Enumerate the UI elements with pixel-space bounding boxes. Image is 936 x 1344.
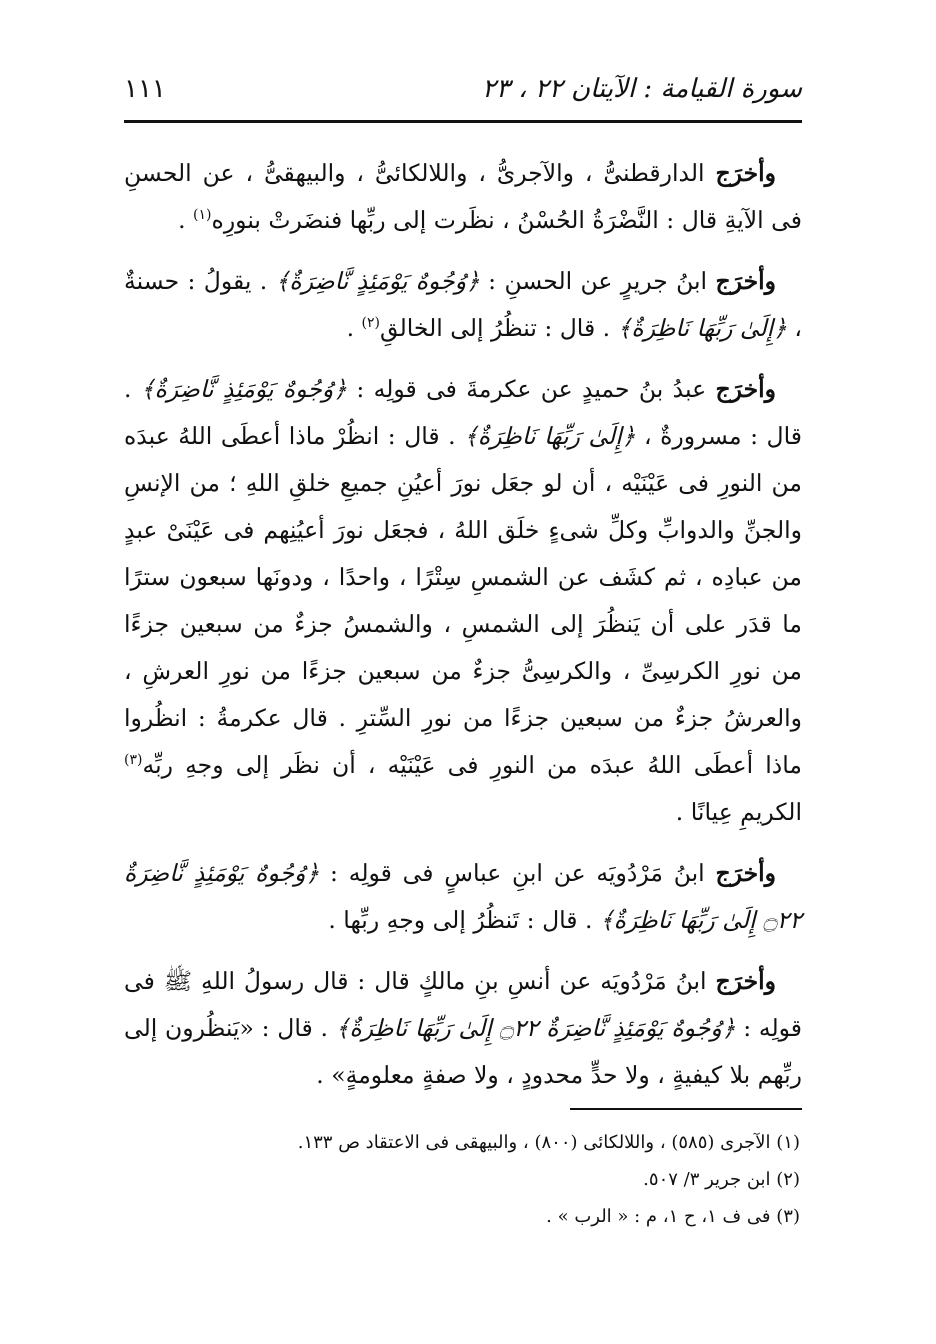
quran-verse: ﴿إِلَىٰ رَبِّهَا نَاظِرَةٌ﴾ <box>464 422 636 450</box>
paragraph-1 <box>124 150 802 244</box>
quran-verse: ﴿وُجُوهٌ يَوْمَئِذٍ نَّاضِرَةٌ ۝٢٢ إِلَىٰ رَبِّهَا نَاظِرَةٌ﴾ <box>124 859 802 934</box>
paragraph-lead-word: وأخرَج <box>715 859 776 887</box>
quran-verse: ﴿إِلَىٰ رَبِّهَا نَاظِرَةٌ﴾ <box>617 314 787 342</box>
paragraph-5 <box>124 958 802 1099</box>
footnotes <box>124 1124 802 1235</box>
paragraph-lead-word: وأخرَج <box>715 375 776 403</box>
footnote-3: (٣) فى ف ١، ح ١، م : « الرب » . <box>546 1206 800 1227</box>
footnote-divider <box>570 1108 802 1110</box>
paragraph-tail: الكريمِ عِيانًا . <box>675 798 802 826</box>
quran-verse: ﴿وُجُوهٌ يَوْمَئِذٍ نَّاضِرَةٌ ۝٢٢ إِلَىٰ رَبِّهَا نَاظِرَةٌ﴾ <box>335 1014 736 1042</box>
footnote-1: (١) الآجرى (٥٨٥) ، واللالكائى (٨٠٠) ، والبيهقى فى الاعتقاد ص ١٣٣. <box>297 1132 800 1153</box>
paragraph-tail: . <box>178 206 194 234</box>
paragraph-tail: . <box>346 314 362 342</box>
paragraph-text: . قال : «يَنظُرون إلى ربِّهم بلا كيفيةٍ ، ولا حدٍّ محدودٍ ، ولا صفةٍ معلومةٍ» . <box>124 1014 802 1089</box>
footnote-reference[interactable]: (٣) <box>124 752 143 769</box>
quran-verse: ﴿وُجُوهٌ يَوْمَئِذٍ نَّاضِرَةٌ﴾ <box>140 375 347 403</box>
paragraph-lead-word: وأخرَج <box>715 967 776 995</box>
paragraph-2 <box>124 258 802 352</box>
paragraph-3 <box>124 366 802 836</box>
paragraph-lead-word: وأخرَج <box>715 159 776 187</box>
footnote-2: (٢) ابن جرير ٣/ ٥٠٧. <box>643 1169 800 1190</box>
paragraph-4 <box>124 850 802 944</box>
quran-verse: ﴿وُجُوهٌ يَوْمَئِذٍ نَّاضِرَةٌ﴾ <box>275 267 480 295</box>
paragraph-text: . يقولُ : حسنةٌ ، <box>124 267 802 342</box>
running-title: سورة القيامة : الآيتان ٢٢ ، ٢٣ <box>481 74 802 104</box>
paragraph-text: ابنُ جريرٍ عن الحسنِ : <box>479 267 716 295</box>
paragraph-lead-word: وأخرَج <box>715 267 776 295</box>
header-divider <box>124 120 802 123</box>
page-number: ١١١ <box>124 74 166 104</box>
paragraph-text: . قال : تَنظُرُ إلى وجهِ ربِّها . <box>328 906 600 934</box>
paragraph-text: ابنُ مَرْدُويَه عن أنسِ بنِ مالكٍ قال : قال رسولُ اللهِ ﷺ فى قولِه : <box>124 967 802 1042</box>
main-text <box>124 150 802 1113</box>
paragraph-text: الدارقطنىُّ ، والآجرىُّ ، واللالكائىُّ ، والبيهقىُّ ، عن الحسنِ فى الآيةِ قال : النَّضْرَةُ الحُسْنُ ، نظَرت إلى ربِّها فنضَرتْ بنورِه <box>124 159 802 234</box>
paragraph-text: . قال : مسرورةٌ ، <box>124 375 802 450</box>
footnote-reference[interactable]: (٢) <box>361 315 380 332</box>
paragraph-text: . قال : تنظُرُ إلى الخالقِ <box>380 314 618 342</box>
paragraph-text: . قال : انظُرْ ماذا أعطَى اللهُ عبدَه من النورِ فى عَيْنَيْه ، أن لو جعَل نورَ أعيُنِ جميعِ خلقِ اللهِ ؛ من الإنسِ والجنِّ والدوابِّ وكلِّ شىءٍ خلَق اللهُ ، فجعَل نورَ أعيُنِهم فى عَيْنَىْ عبدٍ من عبادِه ، ثم كشَف عن الشمسِ سِتْرًا ، واحدًا ، ودونَها سبعون سترًا ما قدَر على أن يَنظُرَ إلى الشمسِ ، والشمسُ جزءٌ من سبعين جزءًا من نورِ الكرسِىِّ ، والكرسِىُّ جزءٌ من سبعين جزءًا من نورِ العرشِ ، والعرشُ جزءٌ من سبعين جزءًا من نورِ السِّترِ . قال عكرمةُ : انظُروا ماذا أعطَى اللهُ عبدَه من النورِ فى عَيْنَيْه ، أن نظَر إلى وجهِ ربِّه <box>124 422 802 779</box>
paragraph-text: ابنُ مَرْدُويَه عن ابنِ عباسٍ فى قولِه : <box>319 859 716 887</box>
page-header <box>124 70 802 114</box>
footnote-reference[interactable]: (١) <box>193 207 212 224</box>
paragraph-text: عبدُ بنُ حميدٍ عن عكرمةَ فى قولِه : <box>347 375 716 403</box>
